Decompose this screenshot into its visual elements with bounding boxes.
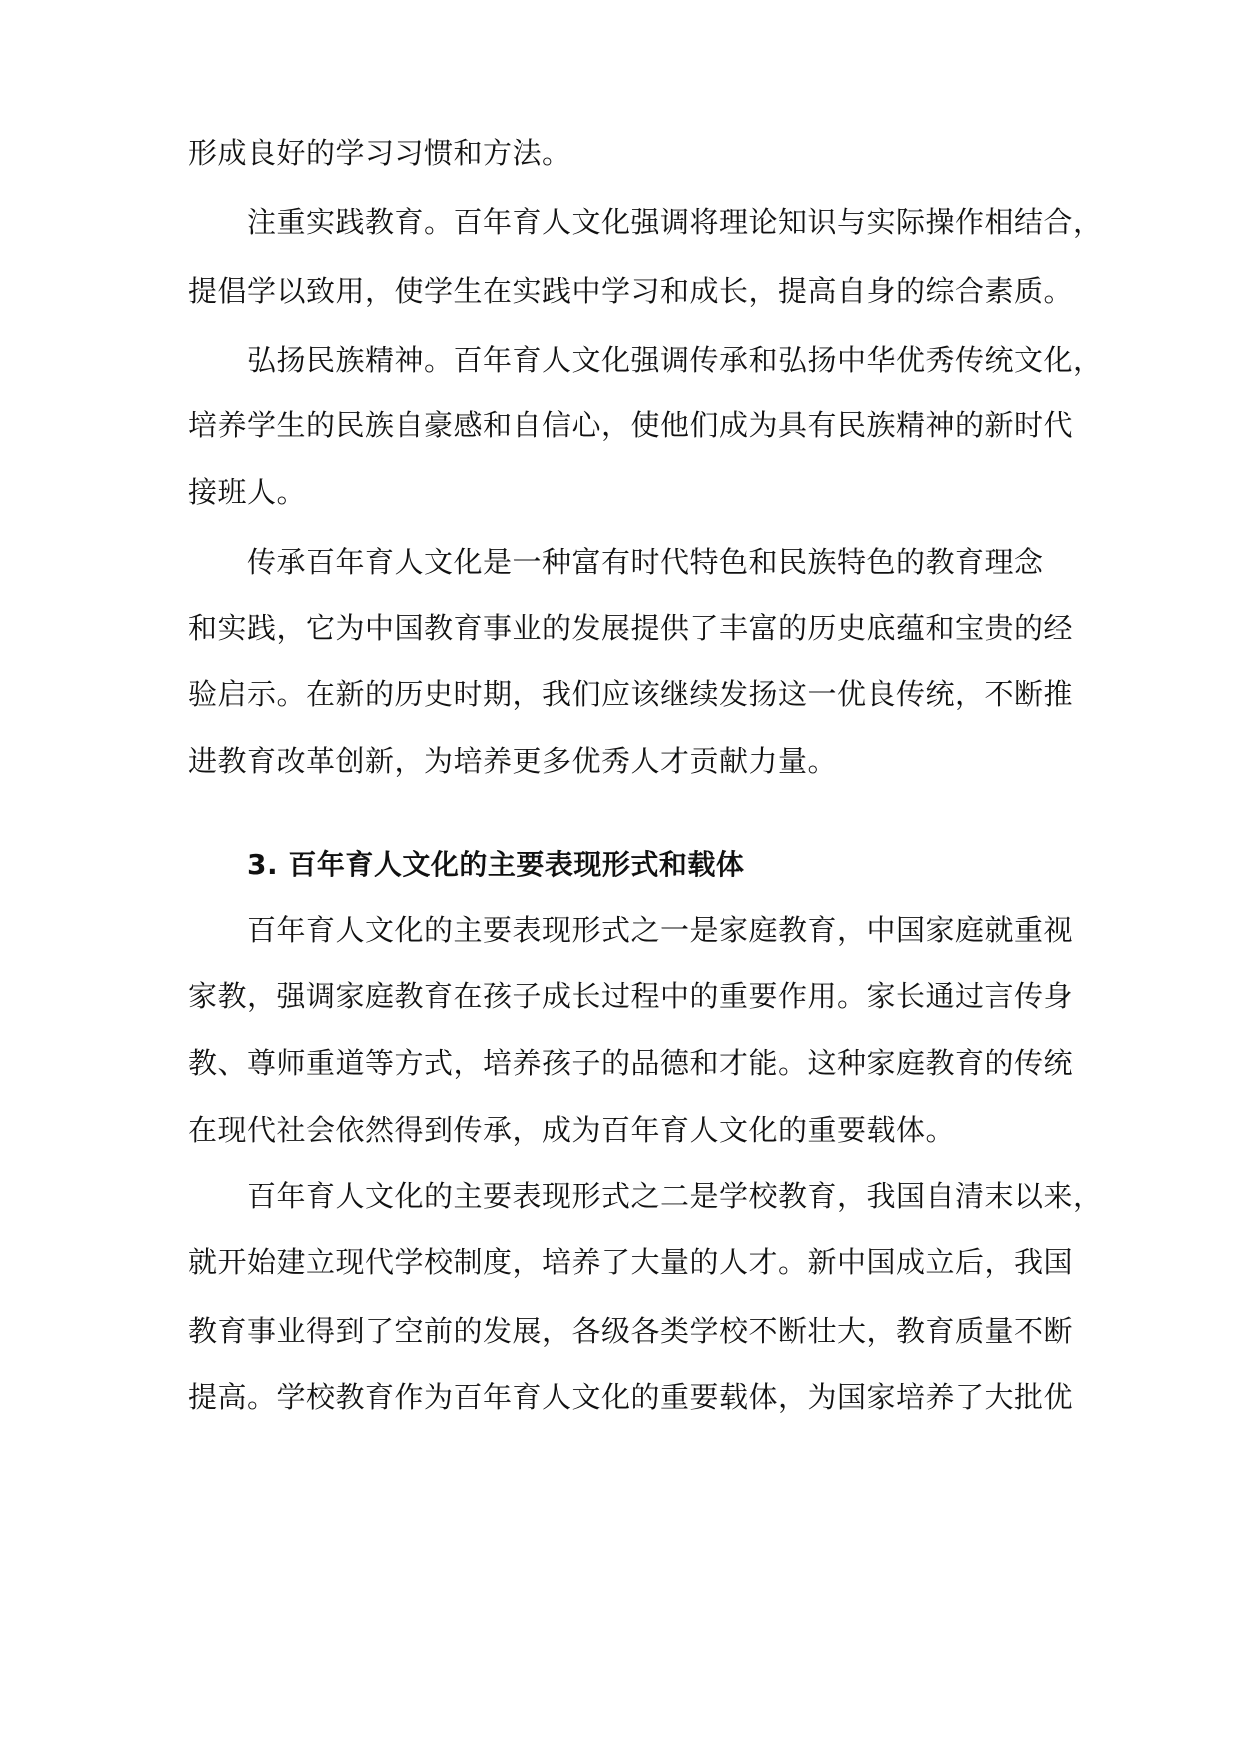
section-heading: 3. 百年育人文化的主要表现形式和载体 [247,848,745,881]
text-line: 就开始建立现代学校制度，培养了大量的人才。新中国成立后，我国 [188,1245,1074,1279]
text-line: 接班人。 [188,475,307,509]
text-line: 百年育人文化的主要表现形式之二是学校教育，我国自清末以来， [247,1179,1103,1213]
text-line: 教育事业得到了空前的发展，各级各类学校不断壮大，教育质量不断 [188,1314,1074,1348]
text-line: 培养学生的民族自豪感和自信心，使他们成为具有民族精神的新时代 [188,408,1074,442]
text-line: 家教，强调家庭教育在孩子成长过程中的重要作用。家长通过言传身 [188,979,1074,1013]
text-line: 传承百年育人文化是一种富有时代特色和民族特色的教育理念 [247,545,1044,579]
text-line: 形成良好的学习习惯和方法。 [188,136,572,170]
text-line: 教、尊师重道等方式，培养孩子的品德和才能。这种家庭教育的传统 [188,1046,1074,1080]
text-line: 弘扬民族精神。百年育人文化强调传承和弘扬中华优秀传统文化， [247,343,1103,377]
text-line: 提高。学校教育作为百年育人文化的重要载体，为国家培养了大批优 [188,1380,1074,1414]
text-line: 和实践，它为中国教育事业的发展提供了丰富的历史底蕴和宝贵的经 [188,611,1074,645]
text-line: 在现代社会依然得到传承，成为百年育人文化的重要载体。 [188,1113,956,1147]
text-line: 注重实践教育。百年育人文化强调将理论知识与实际操作相结合， [247,205,1103,239]
text-line: 百年育人文化的主要表现形式之一是家庭教育，中国家庭就重视 [247,913,1074,947]
text-line: 提倡学以致用，使学生在实践中学习和成长，提高自身的综合素质。 [188,274,1074,308]
text-line: 进教育改革创新，为培养更多优秀人才贡献力量。 [188,744,838,778]
text-line: 验启示。在新的历史时期，我们应该继续发扬这一优良传统，不断推 [188,677,1074,711]
